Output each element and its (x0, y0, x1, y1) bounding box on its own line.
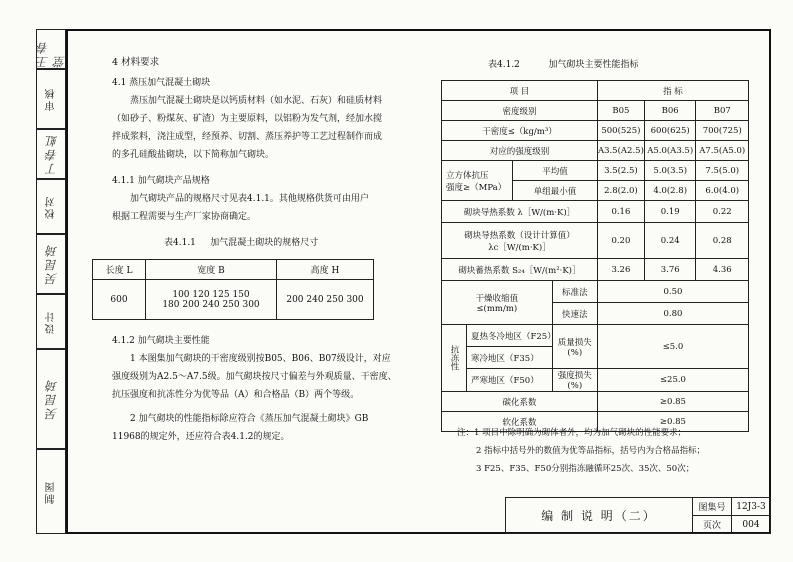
table-cell: 600(625) (644, 121, 696, 141)
sidebar-cell: 吴昆琦 (36, 349, 66, 449)
signature-strip (36, 29, 68, 534)
sidebar-cell: 丁春虹 (36, 129, 66, 179)
sidebar-cell: 吴昆琦 (36, 234, 66, 294)
subsection-title: 4.1.2 加气砌块主要性能 (112, 336, 210, 346)
subsection-title: 4.1.1 加气砌块产品规格 (112, 176, 210, 186)
table-cell: 0.20 (597, 223, 644, 259)
table-cell: 0.19 (644, 201, 696, 223)
table-caption: 表4.1.2 加气砌块主要性能指标 (488, 60, 639, 70)
sidebar-cell: 王春堂 (36, 29, 66, 69)
table-cell: A5.0(A3.5) (644, 141, 696, 161)
row-label: 密度级别 (442, 101, 598, 121)
paragraph-line: 强度级别为A2.5～A7.5级。加气砌块按尺寸偏差与外观质量、干密度、 (112, 372, 397, 382)
table-header: 指 标 (597, 81, 748, 101)
row-label: 标准法 (552, 281, 597, 303)
table-cell: 0.22 (696, 201, 749, 223)
table-cell: 500(525) (597, 121, 644, 141)
row-label: 软化系数 (442, 412, 598, 432)
table-cell: 3.76 (644, 259, 696, 281)
paragraph-line: 加气砌块产品的规格尺寸见表4.1.1。其他规格供货可由用户 (130, 194, 369, 204)
table-cell: B06 (644, 101, 696, 121)
note-line: 注：1 项目中除明确为砌体者外，均为加气砌块的性能要求； (457, 428, 687, 438)
sidebar-cell: 校对 (36, 179, 66, 234)
row-group-label: 干燥收缩值 ≤(mm/m) (442, 281, 553, 325)
table-header: 宽度 B (146, 260, 277, 280)
table-cell (146, 280, 277, 320)
table-cell: 4.36 (696, 259, 749, 281)
page-label: 页次 (693, 516, 732, 534)
width-values-row: 180 200 240 250 300 (162, 299, 260, 310)
page-number: 004 (732, 516, 771, 534)
row-label: 碳化系数 (442, 392, 598, 412)
row-group-label: 抗冻性 (442, 325, 467, 392)
row-label: 寒冷地区（F35） (467, 347, 553, 369)
title-block (505, 497, 771, 534)
paragraph-line: 拌成浆料，浇注成型，经预养、切割、蒸压养护等工艺过程制作而成 (112, 132, 383, 142)
paragraph-line: （如砂子、粉煤灰、矿渣）为主要原料，以铝粉为发气剂，经加水搅 (112, 114, 383, 124)
table-header: 高度 H (277, 260, 374, 280)
paragraph-line: 1 本图集加气砌块的干密度级别按B05、B06、B07级设计，对应 (130, 354, 391, 364)
row-label: 严寒地区（F50） (467, 369, 553, 392)
sidebar-cell: 审核 (36, 69, 66, 129)
atlas-no-label: 图集号 (693, 498, 732, 516)
paragraph-line: 2 加气砌块的性能指标除应符合《蒸压加气混凝土砌块》GB (130, 414, 369, 424)
row-label: 平均值 (513, 161, 598, 181)
sidebar-cell: 制图 (36, 449, 66, 534)
width-values-row: 100 120 125 150 (172, 289, 250, 300)
table-cell: B07 (696, 101, 749, 121)
row-label: 快速法 (552, 303, 597, 325)
table-cell: ≤5.0 (597, 325, 748, 369)
row-label: 夏热冬冷地区（F25） (467, 325, 553, 347)
drawing-title: 编 制 说 明（二） (506, 498, 693, 534)
sidebar-cell: 设计 (36, 294, 66, 349)
paragraph-line: 抗压强度和抗冻性分为优等品（A）和合格品（B）两个等级。 (112, 390, 360, 400)
table-cell: 3.5(2.5) (597, 161, 644, 181)
row-label: 强度损失(%) (552, 369, 597, 392)
table-cell: 7.5(5.0) (696, 161, 749, 181)
paragraph-line: 的多孔硅酸盐砌块，以下简称加气砌块。 (112, 150, 275, 160)
table-header: 长度 L (93, 260, 146, 280)
table-cell: 0.16 (597, 201, 644, 223)
row-label: 干密度≤（kg/m³） (442, 121, 598, 141)
table-cell: ≥0.85 (597, 392, 748, 412)
table-cell: 5.0(3.5) (644, 161, 696, 181)
atlas-no: 12J3-3 (732, 498, 771, 516)
table-cell: 700(725) (696, 121, 749, 141)
subsection-title: 4.1 蒸压加气混凝土砌块 (112, 78, 211, 88)
paragraph-line: 根据工程需要与生产厂家协商确定。 (112, 212, 257, 222)
section-title: 4 材料要求 (112, 57, 160, 68)
row-label: 砌块导热系数 λ［W/(m·K)］ (442, 201, 598, 223)
table-cell: 6.0(4.0) (696, 181, 749, 201)
table-cell: B05 (597, 101, 644, 121)
row-label: 对应的强度级别 (442, 141, 598, 161)
row-label: 单组最小值 (513, 181, 598, 201)
table-cell: 600 (93, 280, 146, 320)
note-line: 3 F25、F35、F50分别指冻融循环25次、35次、50次； (476, 464, 695, 474)
table-cell: A3.5(A2.5) (597, 141, 644, 161)
row-label: 砌块导热系数（设计计算值） λc［W/(m·K)］ (442, 223, 598, 259)
table-caption: 表4.1.1 加气混凝土砌块的规格尺寸 (164, 238, 319, 248)
paragraph-line: 蒸压加气混凝土砌块是以钙质材料（如水泥、石灰）和硅质材料 (130, 96, 383, 106)
table-cell: 0.24 (644, 223, 696, 259)
row-group-label: 立方体抗压 强度≥（MPa） (442, 161, 513, 201)
table-cell: 0.28 (696, 223, 749, 259)
row-label: 砌块蓄热系数 S₂₄［W/(m²·K)］ (442, 259, 598, 281)
table-cell: ≤25.0 (597, 369, 748, 392)
row-label: 质量损失(%) (552, 325, 597, 369)
table-header: 项 目 (442, 81, 598, 101)
performance-table (441, 80, 749, 432)
table-cell: 3.26 (597, 259, 644, 281)
table-cell: ≥0.85 (597, 412, 748, 432)
paragraph-line: 11968的规定外，还应符合表4.1.2的规定。 (112, 432, 290, 442)
table-cell: 200 240 250 300 (277, 280, 374, 320)
table-cell: 2.8(2.0) (597, 181, 644, 201)
table-cell: A7.5(A5.0) (696, 141, 749, 161)
table-cell: 0.80 (597, 303, 748, 325)
table-cell: 0.50 (597, 281, 748, 303)
note-line: 2 指标中括号外的数值为优等品指标，括号内为合格品指标； (476, 446, 706, 456)
table-cell: 4.0(2.8) (644, 181, 696, 201)
size-table (92, 259, 374, 320)
